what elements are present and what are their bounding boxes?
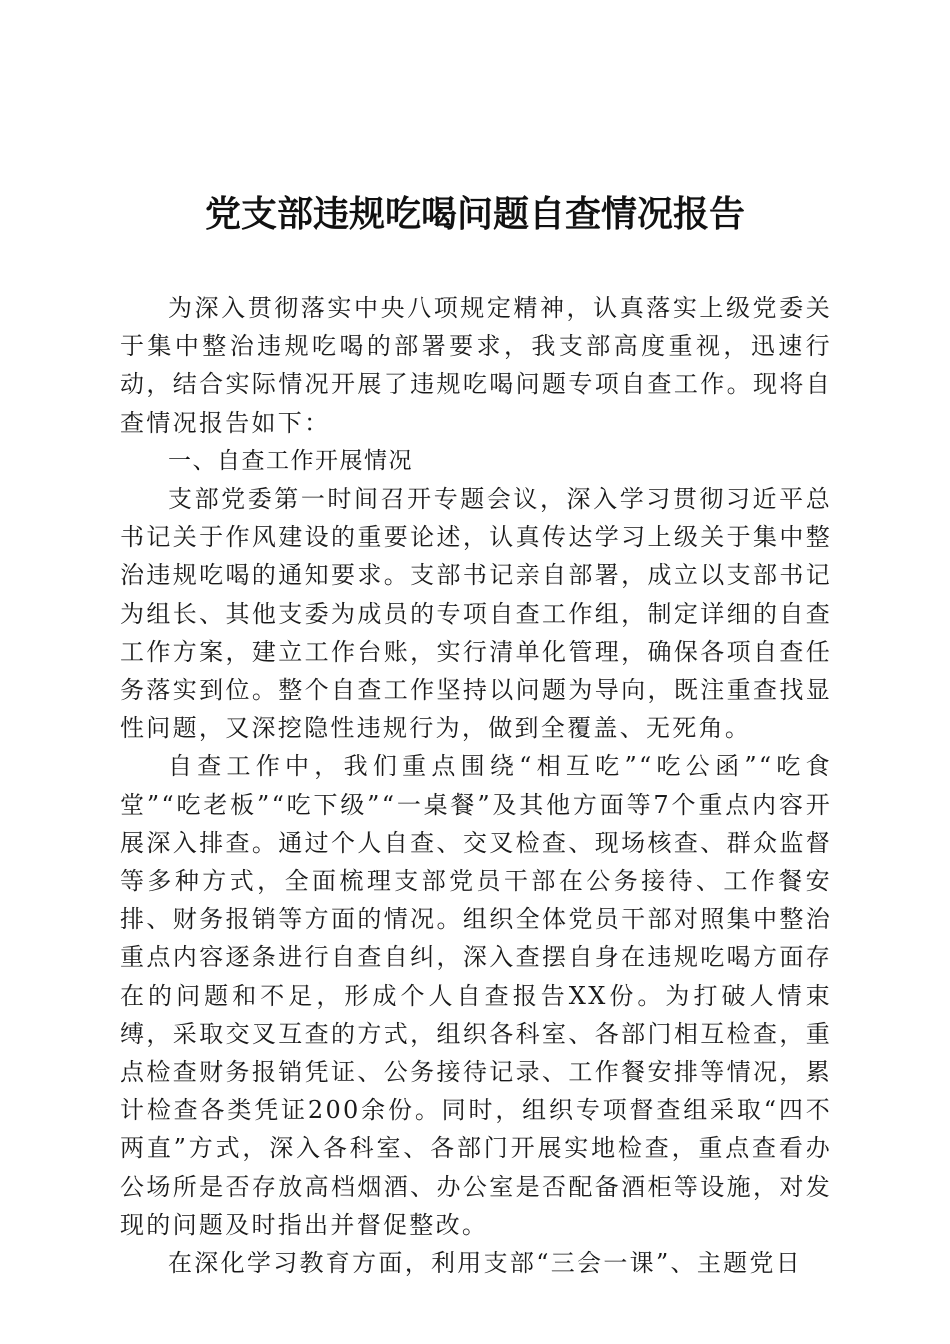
document-title: 党支部违规吃喝问题自查情况报告 <box>204 193 745 235</box>
body-paragraph: 在深化学习教育方面，利用支部“三会一课”、主题党日 <box>168 1249 803 1278</box>
body-paragraph: 自查工作中，我们重点围绕“相互吃”“吃公函”“吃食堂”“吃老板”“吃下级”“一桌餐”及其他方面等7个重点内容开展深入排查。通过个人自查、交叉检查、现场核查、群众监督等多种方式，全面梳理支部党员干部在公务接待、工作餐安排、财务报销等方面的情况。组织全体党员干部对照集中整治重点内容逐条进行自查自纠，深入查摆自身在违规吃喝方面存在的问题和不足，形成个人自查报告XX份。为打破人情束缚，采取交叉互查的方式，组织各科室、各部门相互检查，重点检查财务报销凭证、公务接待记录、工作餐安排等情况，累计检查各类凭证200余份。同时，组织专项督查组采取“四不两直”方式，深入各科室、各部门开展实地检查，重点查看办公场所是否存放高档烟酒、办公室是否配备酒柜等设施，对发现的问题及时指出并督促整改。 <box>120 752 832 1239</box>
document-body <box>120 289 832 1282</box>
section-heading: 一、自查工作开展情况 <box>168 447 413 474</box>
body-paragraph: 支部党委第一时间召开专题会议，深入学习贯彻习近平总书记关于作风建设的重要论述，认真传达学习上级关于集中整治违规吃喝的通知要求。支部书记亲自部署，成立以支部书记为组长、其他支委为成员的专项自查工作组，制定详细的自查工作方案，建立工作台账，实行清单化管理，确保各项自查任务落实到位。整个自查工作坚持以问题为导向，既注重查找显性问题，又深挖隐性违规行为，做到全覆盖、无死角。 <box>120 485 832 743</box>
intro-paragraph: 为深入贯彻落实中央八项规定精神，认真落实上级党委关于集中整治违规吃喝的部署要求，我支部高度重视，迅速行动，结合实际情况开展了违规吃喝问题专项自查工作。现将自查情况报告如下： <box>120 294 832 437</box>
